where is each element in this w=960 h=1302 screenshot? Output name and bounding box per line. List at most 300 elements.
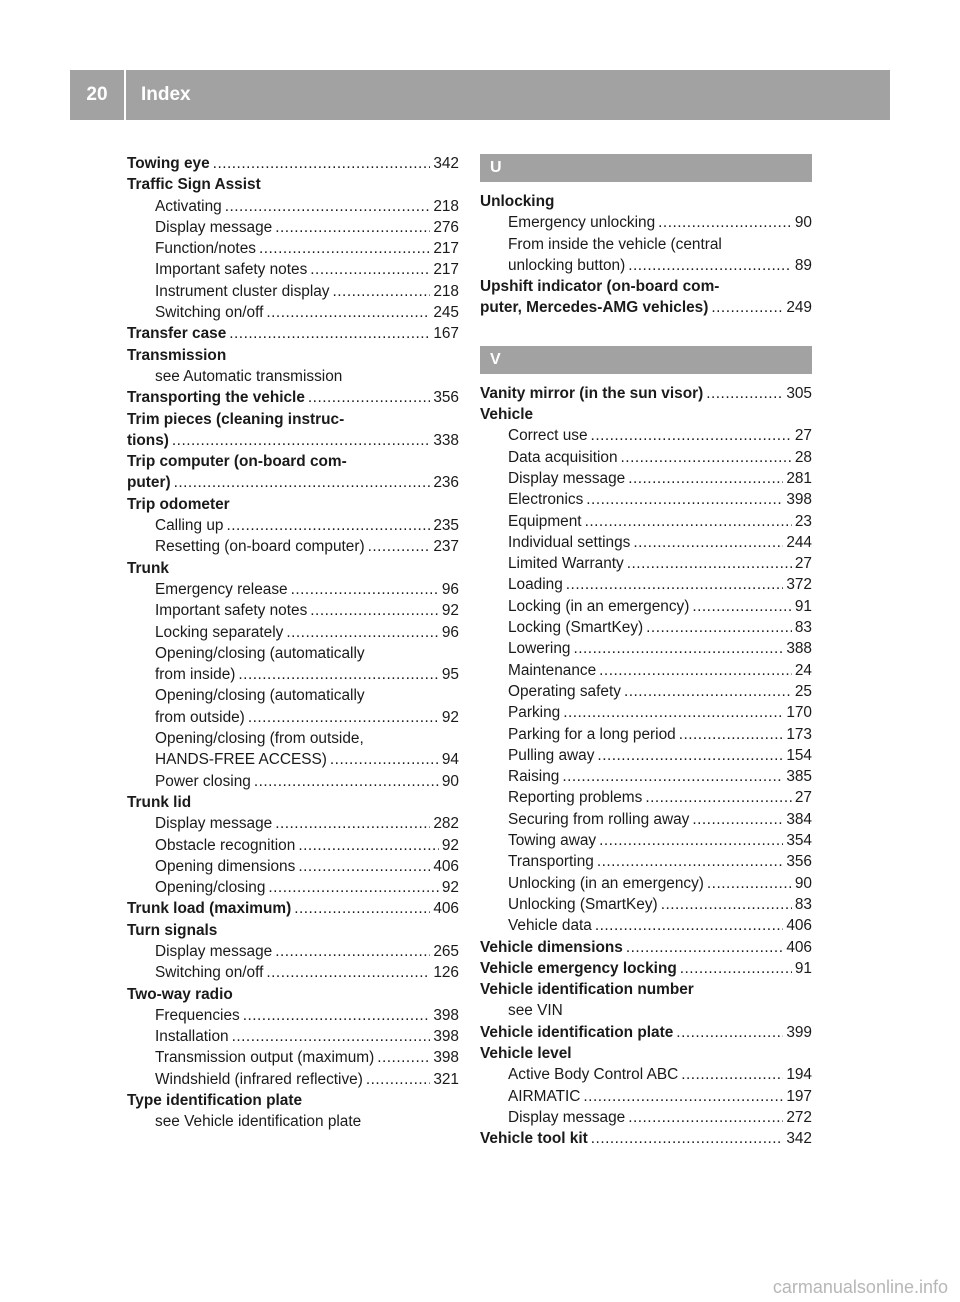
index-subentry <box>127 1069 459 1090</box>
dot-leader <box>585 511 792 532</box>
entry-text: Trunk <box>127 559 169 577</box>
entry-text: Obstacle recognition <box>155 836 296 854</box>
index-subentry <box>127 877 459 898</box>
dot-leader <box>266 302 430 323</box>
watermark-text: carmanualsonline.info <box>772 1277 948 1297</box>
index-entry <box>480 404 812 425</box>
index-entry <box>127 387 459 408</box>
entry-text: Installation <box>155 1028 229 1046</box>
page-ref: 218 <box>433 282 459 300</box>
index-subentry <box>480 1064 812 1085</box>
index-subentry <box>480 212 812 233</box>
index-entry <box>480 979 812 1000</box>
page-ref: 96 <box>441 623 459 641</box>
page-title: Index <box>141 84 191 105</box>
dot-leader <box>633 532 783 553</box>
entry-text: Transporting <box>508 853 594 871</box>
dot-leader <box>595 915 783 936</box>
page-ref: 92 <box>441 602 459 620</box>
index-subentry <box>127 835 459 856</box>
page-ref: 92 <box>441 879 459 897</box>
entry-text: Vehicle tool kit <box>480 1130 588 1148</box>
page-ref: 170 <box>786 704 812 722</box>
entry-text: Correct use <box>508 427 588 445</box>
index-subentry <box>127 1047 459 1068</box>
page-ref: 23 <box>794 512 812 530</box>
index-subentry <box>127 685 459 706</box>
index-entry <box>480 1043 812 1064</box>
entry-text: Locking separately <box>155 623 284 641</box>
entry-text: Reporting problems <box>508 789 643 807</box>
dot-leader <box>172 430 430 451</box>
index-subentry <box>480 830 812 851</box>
page-ref: 197 <box>786 1087 812 1105</box>
page-ref: 272 <box>786 1108 812 1126</box>
entry-text: Important safety notes <box>155 602 308 620</box>
dot-leader <box>621 447 792 468</box>
index-entry <box>480 1022 812 1043</box>
page-ref: 399 <box>786 1023 812 1041</box>
page-ref: 384 <box>786 810 812 828</box>
index-subentry <box>480 468 812 489</box>
index-subentry <box>480 532 812 553</box>
dot-leader <box>711 297 783 318</box>
dot-leader <box>298 856 430 877</box>
entry-text: Activating <box>155 197 222 215</box>
index-subentry <box>127 941 459 962</box>
dot-leader <box>174 472 431 493</box>
page-ref: 237 <box>433 538 459 556</box>
entry-text: Display message <box>508 469 626 487</box>
dot-leader <box>599 830 783 851</box>
index-subentry <box>127 728 459 749</box>
entry-text: Unlocking <box>480 193 555 210</box>
entry-text: Vehicle dimensions <box>480 938 623 956</box>
page-ref: 281 <box>786 469 812 487</box>
index-entry <box>127 345 459 366</box>
dot-leader <box>628 468 783 489</box>
dot-leader <box>681 1064 783 1085</box>
index-entry <box>480 1128 812 1149</box>
index-subentry <box>127 515 459 536</box>
entry-text: Power closing <box>155 772 251 790</box>
dot-leader <box>225 196 431 217</box>
dot-leader <box>676 1022 783 1043</box>
page-ref: 354 <box>786 832 812 850</box>
dot-leader <box>226 515 430 536</box>
dot-leader <box>286 622 439 643</box>
entry-text: see Automatic transmission <box>155 367 343 385</box>
dot-leader <box>573 638 783 659</box>
page-ref: 342 <box>786 1130 812 1148</box>
entry-text: Transmission output (maximum) <box>155 1049 375 1067</box>
dot-leader <box>377 1047 430 1068</box>
index-entry <box>127 323 459 344</box>
entry-text: Vehicle identification number <box>480 981 694 999</box>
section-gap <box>480 319 812 345</box>
page-ref: 249 <box>786 299 812 317</box>
page-ref: 90 <box>794 874 812 892</box>
entry-text: Opening/closing (automatically <box>155 644 365 662</box>
page-ref: 83 <box>794 619 812 637</box>
page-ref: 338 <box>433 431 459 449</box>
page-ref: 83 <box>794 895 812 913</box>
entry-text: Instrument cluster display <box>155 282 330 300</box>
index-entry <box>127 409 459 430</box>
index-subentry <box>127 238 459 259</box>
index-entry <box>127 430 459 451</box>
entry-text: Opening/closing <box>155 879 266 897</box>
page-ref: 194 <box>786 1066 812 1084</box>
index-subentry <box>480 447 812 468</box>
page-ref: 27 <box>794 555 812 573</box>
index-entry <box>127 898 459 919</box>
page-ref: 218 <box>433 197 459 215</box>
page-ref: 356 <box>786 853 812 871</box>
entry-text: Individual settings <box>508 533 631 551</box>
page-ref: 372 <box>786 576 812 594</box>
dot-leader <box>591 425 792 446</box>
entry-text: Frequencies <box>155 1006 240 1024</box>
page-ref: 95 <box>441 666 459 684</box>
entry-text: Locking (in an emergency) <box>508 597 690 615</box>
index-entry <box>127 174 459 195</box>
entry-text: Windshield (infrared reflective) <box>155 1070 363 1088</box>
index-subentry <box>127 749 459 770</box>
dot-leader <box>627 553 792 574</box>
dot-leader <box>626 937 783 958</box>
section-letter-v: V <box>480 346 812 374</box>
index-entry <box>127 792 459 813</box>
index-subentry <box>127 856 459 877</box>
page-ref: 406 <box>433 900 459 918</box>
index-subentry <box>127 600 459 621</box>
entry-text: Trim pieces (cleaning instruc- <box>127 410 345 428</box>
entry-text: Maintenance <box>508 661 597 679</box>
entry-text: Display message <box>508 1108 626 1126</box>
dot-leader <box>692 809 783 830</box>
index-column-left <box>127 153 459 1133</box>
page-ref: 398 <box>433 1028 459 1046</box>
page-ref: 96 <box>441 580 459 598</box>
dot-leader <box>232 1026 431 1047</box>
index-subentry <box>127 196 459 217</box>
entry-text: Transporting the vehicle <box>127 389 305 407</box>
dot-leader <box>213 153 431 174</box>
entry-text: Vehicle level <box>480 1044 572 1062</box>
index-subentry <box>480 596 812 617</box>
page-ref: 173 <box>786 725 812 743</box>
page-ref: 92 <box>441 836 459 854</box>
dot-leader <box>658 212 792 233</box>
entry-text: Opening/closing (automatically <box>155 687 365 705</box>
dot-leader <box>563 702 783 723</box>
entry-text: Operating safety <box>508 682 621 700</box>
entry-text: Traffic Sign Assist <box>127 176 261 194</box>
dot-leader <box>275 813 430 834</box>
index-entry <box>127 472 459 493</box>
dot-leader <box>591 1128 784 1149</box>
index-subentry <box>127 259 459 280</box>
dot-leader <box>238 664 438 685</box>
page-ref: 356 <box>433 389 459 407</box>
page-ref: 90 <box>794 214 812 232</box>
entry-text: puter) <box>127 474 171 492</box>
index-subentry <box>480 681 812 702</box>
index-subentry <box>480 809 812 830</box>
index-subentry <box>480 660 812 681</box>
dot-leader <box>248 707 439 728</box>
entry-text: Switching on/off <box>155 964 264 982</box>
dot-leader <box>229 323 430 344</box>
index-subentry <box>127 1026 459 1047</box>
dot-leader <box>583 1086 783 1107</box>
dot-leader <box>268 877 439 898</box>
index-subentry <box>480 425 812 446</box>
entry-text: Switching on/off <box>155 304 264 322</box>
section-letter-u: U <box>480 154 812 182</box>
entry-text: Turn signals <box>127 921 218 939</box>
entry-text: from inside) <box>155 666 236 684</box>
dot-leader <box>707 873 792 894</box>
dot-leader <box>294 898 430 919</box>
entry-text: Emergency release <box>155 580 288 598</box>
index-entry <box>127 494 459 515</box>
dot-leader <box>679 724 784 745</box>
index-subentry <box>480 1086 812 1107</box>
entry-text: tions) <box>127 431 169 449</box>
dot-leader <box>692 596 792 617</box>
entry-text: Vehicle data <box>508 917 592 935</box>
entry-text: Display message <box>155 942 273 960</box>
index-subentry <box>480 617 812 638</box>
page-ref: 282 <box>433 815 459 833</box>
dot-leader <box>645 787 792 808</box>
index-subentry <box>127 622 459 643</box>
index-subentry <box>127 771 459 792</box>
entry-text: Display message <box>155 815 273 833</box>
dot-leader <box>266 962 430 983</box>
page-ref: 406 <box>786 938 812 956</box>
page-ref: 388 <box>786 640 812 658</box>
page-ref: 342 <box>433 155 459 172</box>
index-subentry <box>480 702 812 723</box>
entry-text: Trunk load (maximum) <box>127 900 292 918</box>
index-subentry <box>480 915 812 936</box>
entry-text: Vehicle <box>480 406 534 424</box>
page-ref: 27 <box>794 427 812 445</box>
dot-leader <box>275 941 430 962</box>
dot-leader <box>646 617 792 638</box>
entry-text: AIRMATIC <box>508 1087 581 1105</box>
page-ref: 265 <box>433 942 459 960</box>
entry-text: Data acquisition <box>508 448 618 466</box>
index-entry <box>480 276 812 297</box>
index-subentry <box>480 553 812 574</box>
page-ref: 167 <box>433 325 459 343</box>
index-entry <box>480 958 812 979</box>
page-ref: 25 <box>794 682 812 700</box>
page-ref: 154 <box>786 746 812 764</box>
page-ref: 94 <box>441 751 459 769</box>
index-subentry <box>480 873 812 894</box>
index-subentry <box>480 1000 812 1021</box>
entry-text: Function/notes <box>155 240 256 258</box>
entry-text: Towing away <box>508 832 597 850</box>
entry-text: HANDS-FREE ACCESS) <box>155 751 327 769</box>
dot-leader <box>310 600 439 621</box>
entry-text: Important safety notes <box>155 261 308 279</box>
page-ref: 217 <box>433 240 459 258</box>
index-subentry <box>127 962 459 983</box>
entry-text: Vehicle identification plate <box>480 1023 674 1041</box>
dot-leader <box>259 238 430 259</box>
index-subentry <box>127 664 459 685</box>
dot-leader <box>243 1005 431 1026</box>
index-subentry <box>480 766 812 787</box>
dot-leader <box>291 579 439 600</box>
index-subentry <box>480 638 812 659</box>
index-subentry <box>480 745 812 766</box>
index-entry <box>480 297 812 318</box>
entry-text: Locking (SmartKey) <box>508 619 644 637</box>
page-ref: 385 <box>786 768 812 786</box>
index-subentry <box>480 489 812 510</box>
entry-text: Trunk lid <box>127 793 192 811</box>
page-header <box>70 70 890 120</box>
entry-text: Unlocking (SmartKey) <box>508 895 658 913</box>
entry-text: Resetting (on-board computer) <box>155 538 365 556</box>
entry-text: Unlocking (in an emergency) <box>508 874 704 892</box>
index-entry <box>127 451 459 472</box>
dot-leader <box>597 851 783 872</box>
entry-text: Trip computer (on-board com- <box>127 453 347 471</box>
dot-leader <box>368 536 431 557</box>
dot-leader <box>562 766 783 787</box>
index-subentry <box>480 787 812 808</box>
index-subentry <box>480 255 812 276</box>
page-ref: 24 <box>794 661 812 679</box>
page-ref: 245 <box>433 304 459 322</box>
entry-text: Trip odometer <box>127 495 230 513</box>
dot-leader <box>586 489 783 510</box>
page-ref: 235 <box>433 517 459 535</box>
index-entry <box>127 558 459 579</box>
index-subentry <box>127 366 459 387</box>
entry-text: Vanity mirror (in the sun visor) <box>480 384 704 402</box>
index-entry <box>127 153 459 174</box>
page-ref: 126 <box>433 964 459 982</box>
page-ref: 406 <box>786 917 812 935</box>
entry-text: Parking for a long period <box>508 725 676 743</box>
entry-text: Transmission <box>127 346 227 364</box>
entry-text: unlocking button) <box>508 256 626 274</box>
index-subentry <box>480 234 812 255</box>
index-subentry <box>480 511 812 532</box>
page-ref: 244 <box>786 533 812 551</box>
dot-leader <box>566 574 784 595</box>
dot-leader <box>298 835 439 856</box>
index-entry <box>480 191 812 212</box>
index-subentry <box>127 217 459 238</box>
index-subentry <box>127 1111 459 1132</box>
index-column-right <box>480 153 812 1149</box>
dot-leader <box>597 745 783 766</box>
page-ref: 398 <box>433 1006 459 1024</box>
page-ref: 276 <box>433 218 459 236</box>
entry-text: Opening dimensions <box>155 857 296 875</box>
entry-text: Towing eye <box>127 155 210 172</box>
entry-text: Upshift indicator (on-board com- <box>480 278 720 296</box>
entry-text: Equipment <box>508 512 582 530</box>
dot-leader <box>706 383 783 404</box>
index-subentry <box>127 1005 459 1026</box>
entry-text: Display message <box>155 218 273 236</box>
entry-text: Loading <box>508 576 563 594</box>
entry-text: Opening/closing (from outside, <box>155 730 364 748</box>
index-subentry <box>127 536 459 557</box>
entry-text: see Vehicle identification plate <box>155 1113 362 1131</box>
entry-text: Calling up <box>155 517 224 535</box>
entry-text: Active Body Control ABC <box>508 1066 679 1084</box>
index-subentry <box>480 1107 812 1128</box>
entry-text: Type identification plate <box>127 1092 303 1110</box>
entry-text: Two-way radio <box>127 985 233 1003</box>
entry-text: Vehicle emergency locking <box>480 959 677 977</box>
page-ref: 321 <box>433 1070 459 1088</box>
entry-text: From inside the vehicle (central <box>508 235 722 253</box>
dot-leader <box>628 255 792 276</box>
index-subentry <box>480 851 812 872</box>
dot-leader <box>308 387 430 408</box>
index-subentry <box>127 281 459 302</box>
dot-leader <box>628 1107 783 1128</box>
entry-text: Securing from rolling away <box>508 810 690 828</box>
entry-text: Limited Warranty <box>508 555 624 573</box>
index-subentry <box>480 724 812 745</box>
entry-text: Pulling away <box>508 746 595 764</box>
dot-leader <box>661 894 792 915</box>
dot-leader <box>275 217 430 238</box>
index-subentry <box>127 813 459 834</box>
index-subentry <box>127 707 459 728</box>
dot-leader <box>366 1069 430 1090</box>
dot-leader <box>599 660 792 681</box>
page-ref: 90 <box>441 772 459 790</box>
entry-text: see VIN <box>508 1002 563 1020</box>
page-number: 20 <box>70 70 126 120</box>
index-subentry <box>127 579 459 600</box>
index-entry <box>127 984 459 1005</box>
page-ref: 406 <box>433 857 459 875</box>
entry-text: Parking <box>508 704 561 722</box>
dot-leader <box>254 771 439 792</box>
index-entry <box>480 937 812 958</box>
entry-text: puter, Mercedes-AMG vehicles) <box>480 299 709 317</box>
page-ref: 89 <box>794 256 812 274</box>
index-subentry <box>127 643 459 664</box>
page-ref: 91 <box>794 959 812 977</box>
index-entry <box>480 383 812 404</box>
index-subentry <box>480 894 812 915</box>
entry-text: Raising <box>508 768 560 786</box>
index-entry <box>127 920 459 941</box>
index-subentry <box>127 302 459 323</box>
page-ref: 92 <box>441 708 459 726</box>
entry-text: Lowering <box>508 640 571 658</box>
entry-text: Electronics <box>508 491 584 509</box>
entry-text: Transfer case <box>127 325 227 343</box>
